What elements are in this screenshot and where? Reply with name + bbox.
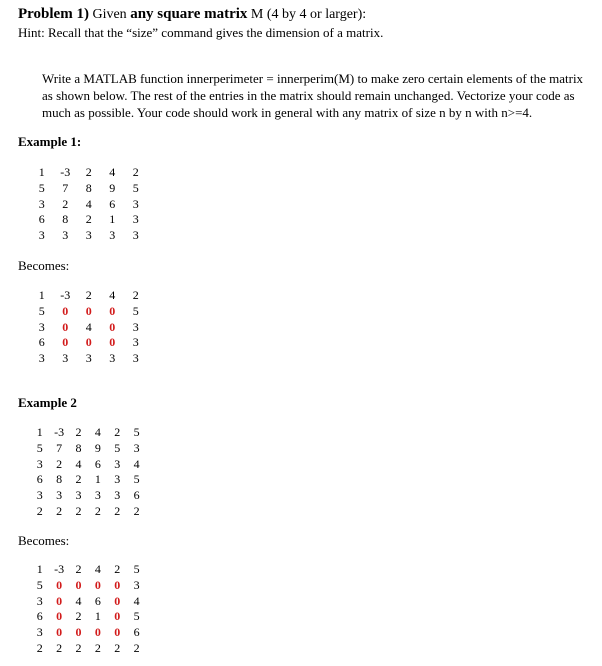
matrix-cell: 2: [75, 640, 82, 655]
matrix-cell: 0: [109, 303, 116, 318]
matrix-cell: 2: [94, 503, 101, 518]
problem-title: [18, 6, 366, 23]
matrix-cell: 2: [36, 640, 43, 655]
matrix-cell: 3: [94, 488, 101, 503]
matrix-cell: 3: [38, 228, 45, 243]
matrix-cell: 2: [75, 503, 82, 518]
matrix-cell: 0: [94, 577, 101, 592]
matrix-cell: 4: [109, 288, 116, 302]
matrix-row: [30, 441, 146, 457]
matrix-cell: 3: [62, 351, 69, 366]
matrix-cell: 3: [36, 625, 43, 640]
matrix-cell: 7: [56, 440, 63, 455]
matrix-cell: 2: [114, 503, 121, 518]
matrix-cell: 2: [75, 609, 82, 624]
matrix-cell: 4: [94, 562, 101, 576]
matrix-row: [30, 488, 146, 504]
matrix-cell: 6: [94, 456, 101, 471]
matrix-cell: 0: [109, 319, 116, 334]
example-1-becomes-label: Becomes:: [18, 258, 70, 273]
matrix-cell: 4: [75, 456, 82, 471]
matrix-cell: 3: [132, 351, 139, 366]
matrix-cell: 3: [38, 196, 45, 211]
matrix-cell: 4: [109, 165, 116, 179]
matrix-cell: 3: [85, 228, 92, 243]
problem-tail: M (4 by 4 or larger):: [250, 7, 367, 22]
matrix-cell: 2: [85, 212, 92, 227]
description-paragraph: Write a MATLAB function innerperimeter = innerperim(M) to make zero certain elements of the matrix as shown below. The rest of the entries in the matrix should remain unchanged. Vectorize your code as much as possible. Your code should work in general with any matrix of size n by n with n>=4.: [42, 71, 584, 120]
matrix-cell: 3: [56, 488, 63, 503]
matrix-cell: 6: [94, 593, 101, 608]
matrix-cell: 8: [56, 472, 63, 487]
matrix-cell: 0: [56, 609, 63, 624]
example-1-before-matrix: [30, 165, 148, 244]
matrix-cell: 3: [109, 228, 116, 243]
matrix-cell: 3: [132, 212, 139, 227]
matrix-cell: 3: [132, 335, 139, 350]
matrix-cell: 0: [114, 593, 121, 608]
matrix-cell: 2: [75, 472, 82, 487]
matrix-row: [30, 594, 146, 610]
matrix-row: [30, 504, 146, 520]
matrix-cell: 5: [132, 180, 139, 195]
matrix-cell: 8: [85, 180, 92, 195]
hint-text: Hint: Recall that the “size” command gives the dimension of a matrix.: [18, 25, 384, 40]
matrix-cell: 5: [133, 425, 140, 439]
matrix-row: [30, 212, 148, 228]
matrix-cell: 1: [36, 562, 43, 576]
matrix-cell: 0: [85, 303, 92, 318]
matrix-cell: -3: [54, 562, 65, 576]
matrix-cell: 5: [133, 609, 140, 624]
matrix-cell: 2: [75, 425, 82, 439]
example-2-becomes-label: Becomes:: [18, 533, 70, 548]
matrix-cell: 9: [109, 180, 116, 195]
matrix-cell: 2: [94, 640, 101, 655]
matrix-row: [30, 425, 146, 441]
matrix-cell: 3: [132, 228, 139, 243]
matrix-row: [30, 351, 148, 367]
matrix-cell: 0: [85, 335, 92, 350]
matrix-cell: 2: [114, 640, 121, 655]
matrix-cell: 2: [133, 640, 140, 655]
matrix-cell: -3: [60, 288, 71, 302]
matrix-row: [30, 197, 148, 213]
matrix-row: [30, 472, 146, 488]
matrix-cell: 9: [94, 440, 101, 455]
matrix-cell: 2: [56, 503, 63, 518]
matrix-cell: 1: [38, 288, 45, 302]
matrix-cell: 3: [75, 488, 82, 503]
matrix-row: [30, 181, 148, 197]
matrix-cell: 6: [38, 335, 45, 350]
matrix-cell: 5: [133, 472, 140, 487]
matrix-cell: 6: [36, 609, 43, 624]
matrix-cell: 6: [133, 488, 140, 503]
matrix-cell: 0: [109, 335, 116, 350]
matrix-cell: 7: [62, 180, 69, 195]
matrix-row: [30, 641, 146, 657]
matrix-cell: 3: [114, 456, 121, 471]
matrix-cell: 0: [114, 625, 121, 640]
matrix-row: [30, 304, 148, 320]
matrix-row: [30, 165, 148, 181]
matrix-row: [30, 625, 146, 641]
example-2-before-matrix: [30, 425, 146, 520]
matrix-cell: 2: [114, 562, 121, 576]
matrix-cell: 5: [132, 303, 139, 318]
matrix-cell: 6: [133, 625, 140, 640]
matrix-cell: 5: [114, 440, 121, 455]
matrix-cell: 1: [109, 212, 116, 227]
matrix-cell: 0: [62, 319, 69, 334]
matrix-cell: 1: [38, 165, 45, 179]
matrix-cell: 3: [114, 488, 121, 503]
matrix-row: [30, 228, 148, 244]
matrix-cell: 3: [36, 456, 43, 471]
matrix-cell: 3: [36, 488, 43, 503]
matrix-cell: 2: [56, 456, 63, 471]
matrix-row: [30, 335, 148, 351]
matrix-cell: 0: [56, 577, 63, 592]
matrix-cell: 2: [133, 503, 140, 518]
matrix-row: [30, 578, 146, 594]
matrix-cell: 5: [133, 562, 140, 576]
matrix-cell: 2: [132, 288, 139, 302]
matrix-cell: 3: [85, 351, 92, 366]
problem-given: Given: [92, 7, 127, 22]
matrix-cell: 3: [132, 319, 139, 334]
matrix-cell: 2: [62, 196, 69, 211]
matrix-cell: 5: [38, 180, 45, 195]
matrix-cell: -3: [60, 165, 71, 179]
matrix-cell: 4: [94, 425, 101, 439]
matrix-cell: 2: [85, 288, 92, 302]
matrix-cell: 4: [133, 593, 140, 608]
matrix-cell: 0: [56, 593, 63, 608]
matrix-row: [30, 288, 148, 304]
matrix-cell: 1: [94, 609, 101, 624]
problem-matrix-phrase: any square matrix: [130, 6, 248, 22]
matrix-cell: 0: [75, 577, 82, 592]
matrix-cell: 3: [109, 351, 116, 366]
matrix-cell: 4: [75, 593, 82, 608]
matrix-cell: 5: [36, 440, 43, 455]
matrix-cell: 2: [132, 165, 139, 179]
problem-label: Problem 1): [18, 6, 89, 22]
matrix-cell: 2: [36, 503, 43, 518]
matrix-cell: 0: [114, 577, 121, 592]
matrix-cell: 3: [114, 472, 121, 487]
matrix-cell: 3: [132, 196, 139, 211]
matrix-cell: 6: [38, 212, 45, 227]
matrix-cell: 3: [36, 593, 43, 608]
matrix-cell: 4: [85, 196, 92, 211]
matrix-cell: 3: [133, 440, 140, 455]
matrix-cell: 2: [56, 640, 63, 655]
matrix-row: [30, 457, 146, 473]
matrix-cell: 3: [38, 351, 45, 366]
matrix-cell: 4: [133, 456, 140, 471]
matrix-cell: 8: [62, 212, 69, 227]
matrix-cell: 0: [94, 625, 101, 640]
matrix-row: [30, 320, 148, 336]
matrix-cell: 2: [114, 425, 121, 439]
matrix-cell: 3: [38, 319, 45, 334]
matrix-row: [30, 609, 146, 625]
matrix-cell: 1: [94, 472, 101, 487]
example-2-label: Example 2: [18, 395, 77, 410]
matrix-cell: 2: [85, 165, 92, 179]
matrix-cell: 0: [56, 625, 63, 640]
matrix-cell: 0: [62, 303, 69, 318]
matrix-cell: 4: [85, 319, 92, 334]
matrix-cell: 8: [75, 440, 82, 455]
matrix-cell: 6: [36, 472, 43, 487]
example-1-label: Example 1:: [18, 134, 82, 149]
matrix-cell: 5: [38, 303, 45, 318]
matrix-cell: -3: [54, 425, 65, 439]
matrix-cell: 0: [62, 335, 69, 350]
matrix-cell: 1: [36, 425, 43, 439]
example-2-after-matrix: [30, 562, 146, 657]
matrix-cell: 5: [36, 577, 43, 592]
matrix-cell: 0: [75, 625, 82, 640]
matrix-cell: 2: [75, 562, 82, 576]
matrix-cell: 6: [109, 196, 116, 211]
matrix-row: [30, 562, 146, 578]
example-1-after-matrix: [30, 288, 148, 367]
matrix-cell: 3: [133, 577, 140, 592]
matrix-cell: 0: [114, 609, 121, 624]
matrix-cell: 3: [62, 228, 69, 243]
